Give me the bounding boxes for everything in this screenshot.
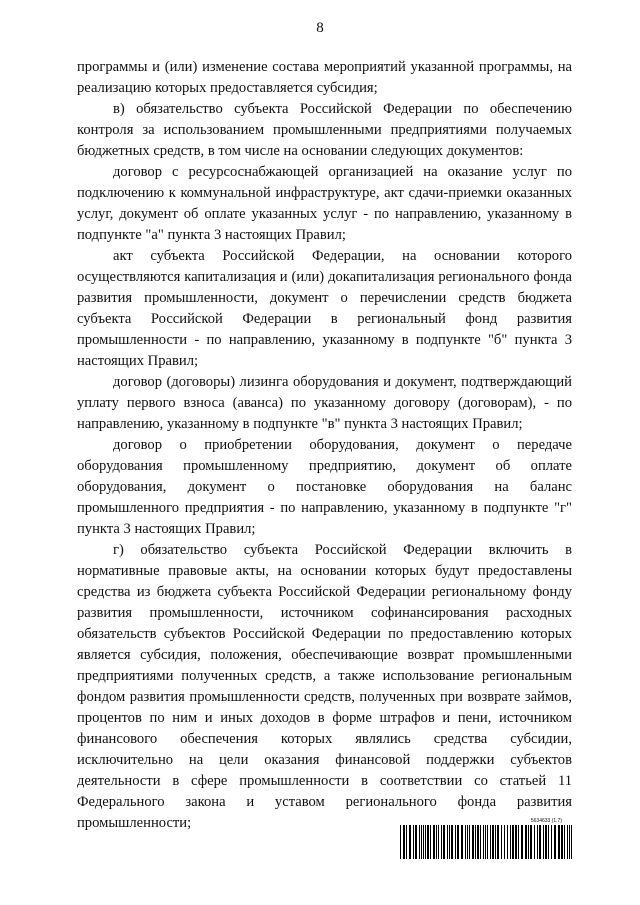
paragraph-equipment-purchase: договор о приобретении оборудования, документ о передаче оборудования промышленному предприятию, документ об оплате оборудования, документ о постановке оборудования на баланс промышленного предприятия - по направлению, указанному в подпункте "г" пункта 3 настоящих Правил; bbox=[77, 437, 572, 537]
page-number: 8 bbox=[316, 20, 324, 36]
barcode-block bbox=[400, 818, 572, 859]
paragraph-item-g: г) обязательство субъекта Российской Федерации включить в нормативные правовые акты, на основании которых будут предоставлены средства из бюджета субъекта Российской Федерации региональному фонду развития промышленности, источником софинансирования расходных обязательств субъектов Российской Федерации по предоставлению которых является субсидия, положения, обеспечивающие возврат промышленными предприятиями полученных средств, а также использование региональным фондом развития промышленности средств, полученных при возврате займов, процентов по ним и иных доходов в форме штрафов и пени, источником финансового обеспечения которых являлись средства субсидии, исключительно на цели оказания финансовой поддержки субъектов деятельности в сфере промышленности в соответствии со статьей 11 Федерального закона и уставом регионального фонда развития промышленности; bbox=[77, 542, 572, 831]
paragraph-leasing-contract: договор (договоры) лизинга оборудования и документ, подтверждающий уплату первого взноса (аванса) по указанному договору (договорам), - по направлению, указанному в подпункте "в" пункта 3 настоящих Правил; bbox=[77, 374, 572, 432]
document-body bbox=[77, 57, 572, 834]
barcode-caption: 5634633 (1.7) bbox=[530, 818, 562, 824]
paragraph-contract-resource: договор с ресурсоснабжающей организацией на оказание услуг по подключению к коммунальной инфраструктуре, акт сдачи-приемки оказанных услуг, документ об оплате указанных услуг - по направлению, указанному в подпункте "а" пункта 3 настоящих Правил; bbox=[77, 164, 572, 243]
barcode-icon bbox=[400, 825, 572, 859]
paragraph-continuation: программы и (или) изменение состава мероприятий указанной программы, на реализацию которых предоставляется субсидия; bbox=[77, 59, 572, 96]
paragraph-act-capitalization: акт субъекта Российской Федерации, на основании которого осуществляются капитализация и (или) докапитализация регионального фонда развития промышленности, документ о перечислении средств бюджета субъекта Российской Федерации в региональный фонд развития промышленности - по направлению, указанному в подпункте "б" пункта 3 настоящих Правил; bbox=[77, 248, 572, 369]
paragraph-item-v: в) обязательство субъекта Российской Федерации по обеспечению контроля за использованием промышленными предприятиями получаемых бюджетных средств, в том числе на основании следующих документов: bbox=[77, 101, 572, 159]
